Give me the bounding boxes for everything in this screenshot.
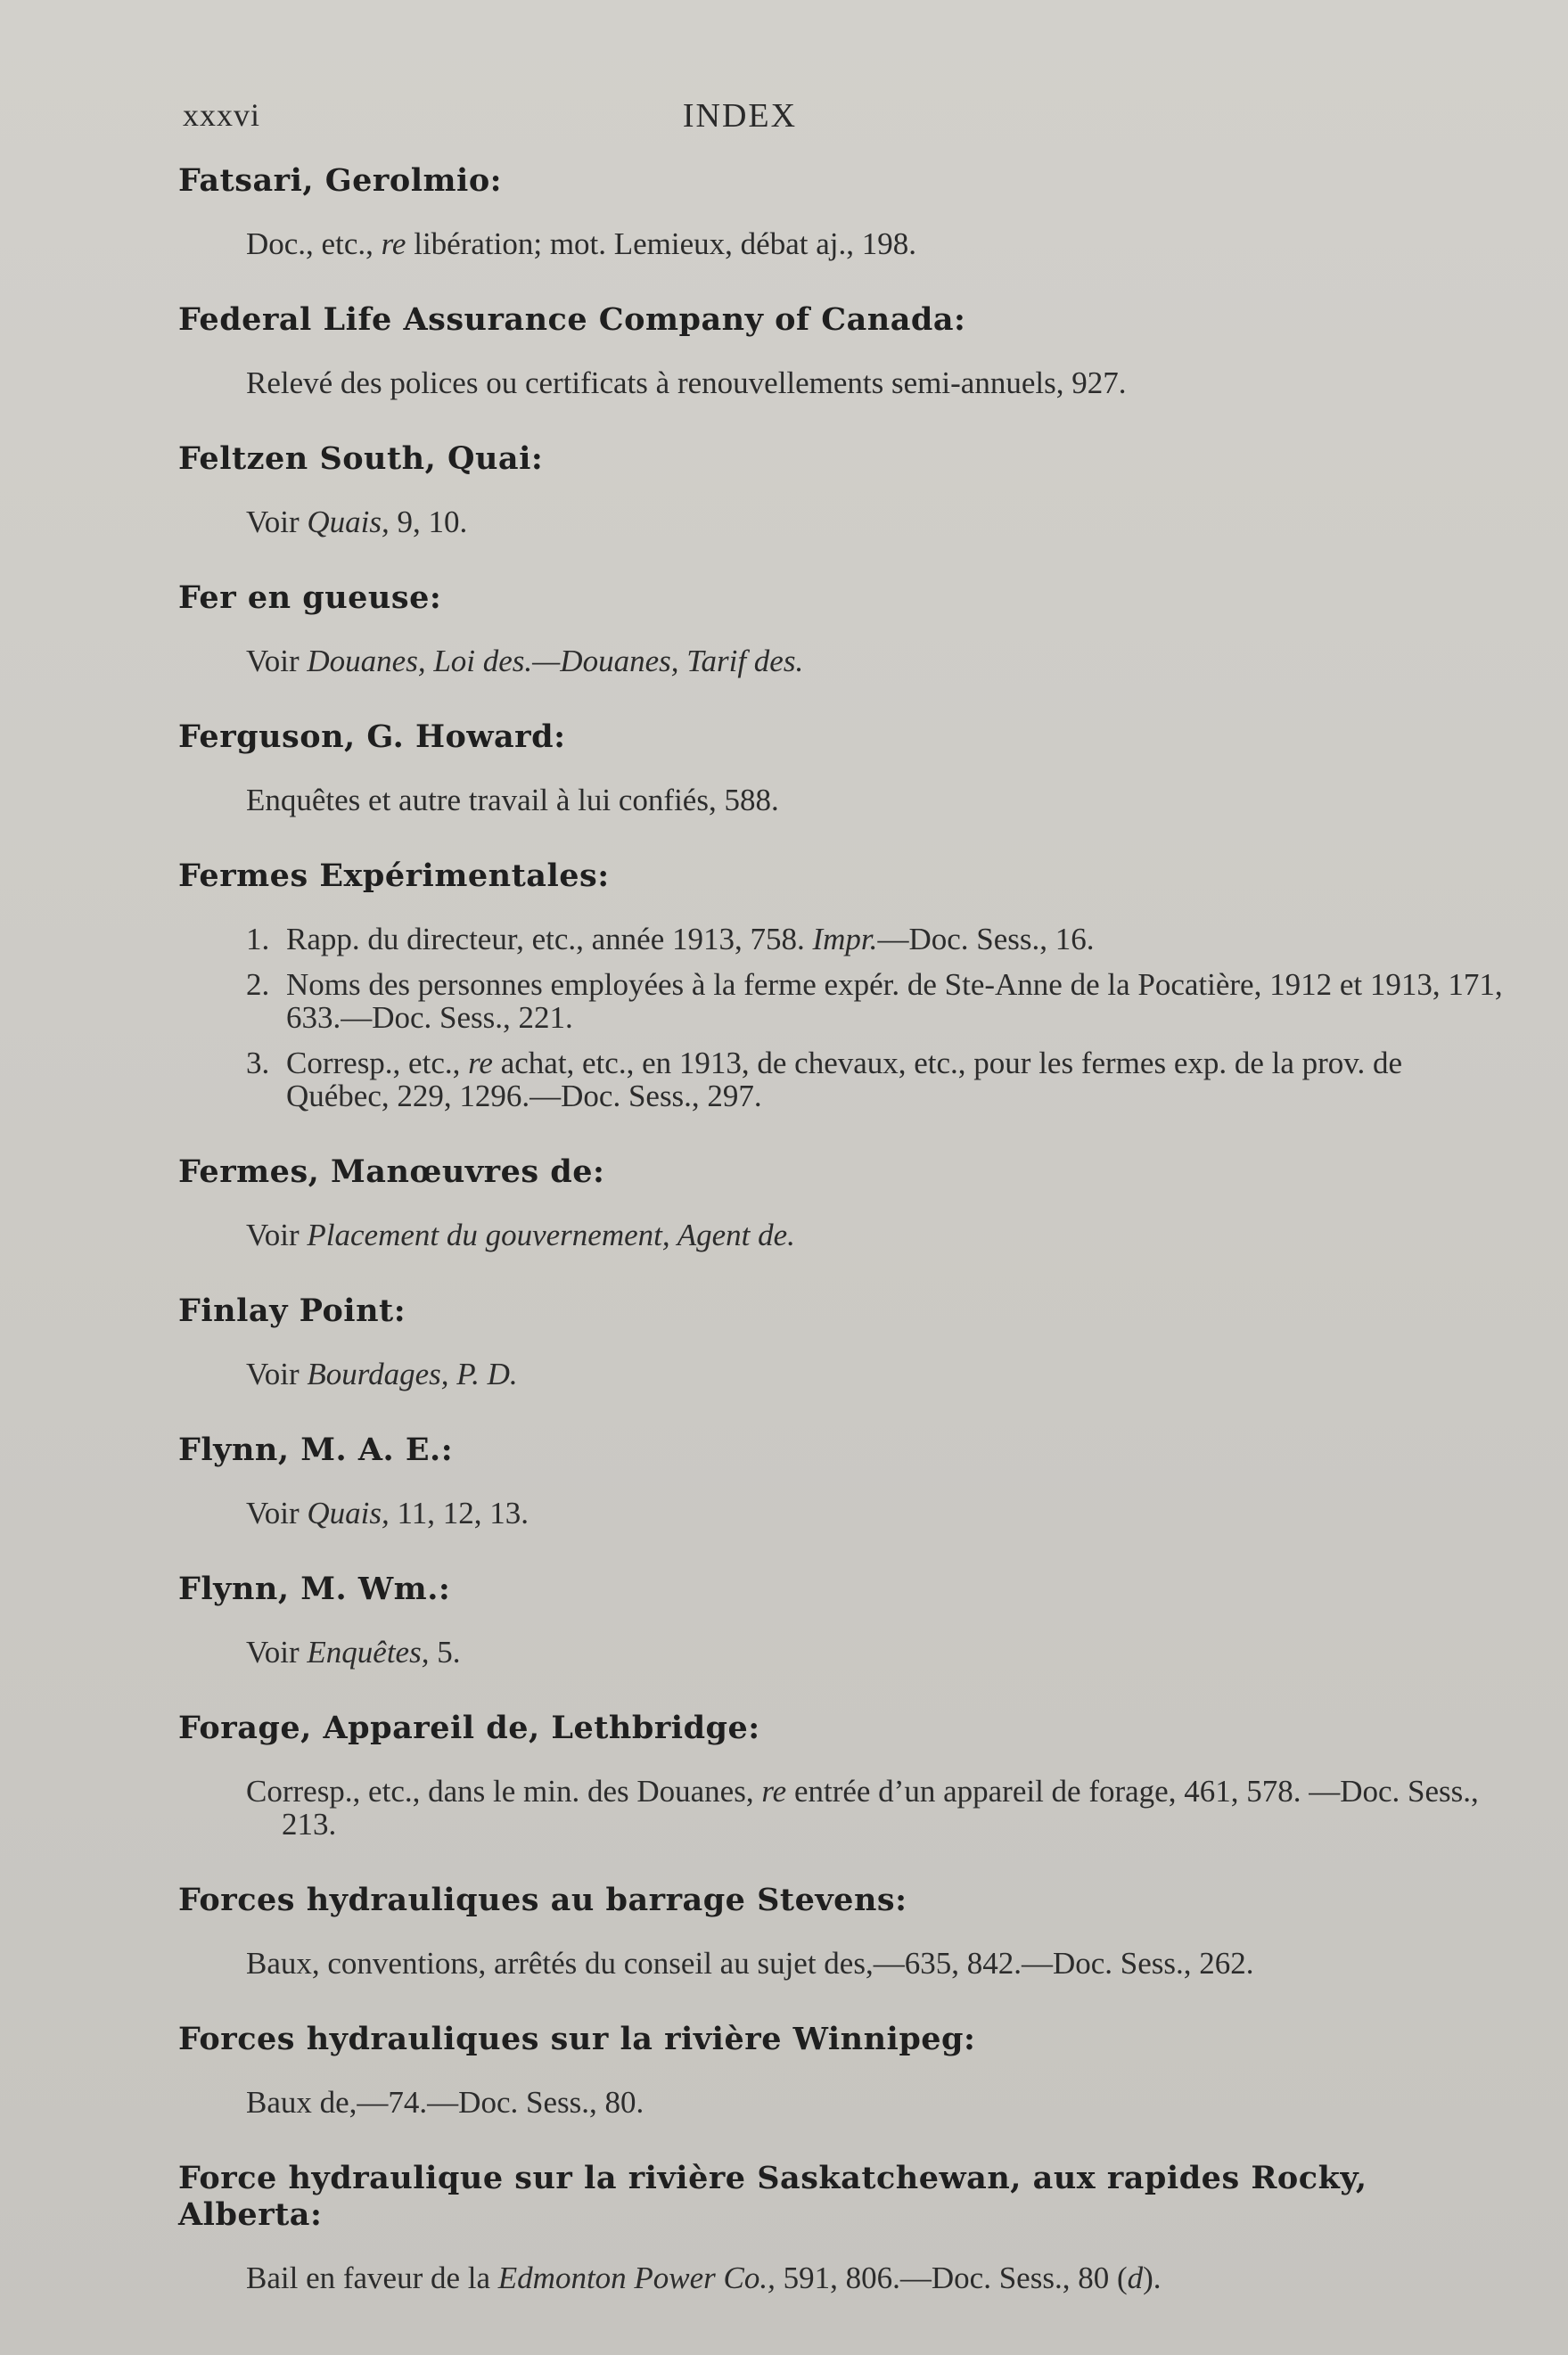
entry-heading: Feltzen South, Quai: [178, 440, 544, 477]
subentry: Voir Bourdages, P. D. [246, 1357, 518, 1391]
entry-heading: Federal Life Assurance Company of Canada: [178, 301, 966, 338]
index-entry [178, 301, 1506, 399]
subentry: Baux de,—74.—Doc. Sess., 80. [246, 2085, 644, 2120]
index-entry [178, 1292, 1506, 1391]
entry-heading: Fermes, Manœuvres de: [178, 1153, 605, 1190]
index-entry [178, 1153, 1506, 1251]
page-number: xxxvi [183, 97, 261, 133]
entry-heading: Fatsari, Gerolmio: [178, 162, 503, 199]
index-body [178, 162, 1506, 2335]
subentry: Baux, conventions, arrêtés du conseil au sujet des,—635, 842.—Doc. Sess., 262. [246, 1946, 1254, 1981]
subentry: Voir Quais, 9, 10. [246, 505, 468, 539]
subentry: Bail en faveur de la Edmonton Power Co., 591, 806.—Doc. Sess., 80 (d). [246, 2261, 1162, 2295]
subentry: Voir Enquêtes, 5. [246, 1635, 461, 1670]
entry-heading: Finlay Point: [178, 1292, 406, 1329]
numbered-subentry: 1. Rapp. du directeur, etc., année 1913, 758. Impr.—Doc. Sess., 16. [246, 922, 1095, 956]
index-entry [178, 162, 1506, 260]
subentry: Voir Placement du gouvernement, Agent de. [246, 1218, 795, 1252]
index-entry [178, 1432, 1506, 1530]
entry-heading: Ferguson, G. Howard: [178, 718, 566, 755]
index-entry [178, 579, 1506, 677]
entry-heading: Fermes Expérimentales: [178, 857, 610, 894]
entry-heading: Forage, Appareil de, Lethbridge: [178, 1710, 760, 1746]
subentry: Corresp., etc., dans le min. des Douanes, re entrée d’un appareil de forage, 461, 578. —Doc. Sess., 213. [246, 1774, 1479, 1842]
running-head [183, 96, 1297, 141]
entry-heading: Flynn, M. A. E.: [178, 1432, 454, 1468]
index-entry [178, 2160, 1506, 2294]
index-entry [178, 1710, 1506, 1841]
index-entry [178, 440, 1506, 538]
index-entry [178, 857, 1506, 1112]
index-entry [178, 1882, 1506, 1980]
subentry: Voir Douanes, Loi des.—Douanes, Tarif des. [246, 644, 804, 678]
entry-heading: Forces hydrauliques au barrage Stevens: [178, 1882, 907, 1918]
subentry: Voir Quais, 11, 12, 13. [246, 1496, 529, 1530]
numbered-subentry: 3. Corresp., etc., re achat, etc., en 1913, de chevaux, etc., pour les fermes exp. de la prov. de Québec, 229, 1296.—Doc. Sess., 297. [246, 1046, 1403, 1113]
entry-heading: Forces hydrauliques sur la rivière Winnipeg: [178, 2021, 976, 2057]
subentry: Relevé des polices ou certificats à renouvellements semi-annuels, 927. [246, 365, 1127, 400]
subentry: Doc., etc., re libération; mot. Lemieux, débat aj., 198. [246, 226, 916, 261]
index-entry [178, 2021, 1506, 2119]
index-entry [178, 1571, 1506, 1669]
entry-heading: Flynn, M. Wm.: [178, 1571, 451, 1607]
page-title: INDEX [682, 97, 798, 135]
entry-heading: Force hydraulique sur la rivière Saskatchewan, aux rapides Rocky, Alberta: [178, 2160, 1367, 2233]
numbered-subentry: 2. Noms des personnes employées à la ferme expér. de Ste-Anne de la Pocatière, 1912 et 1913, 171, 633.—Doc. Sess., 221. [246, 967, 1503, 1035]
subentry: Enquêtes et autre travail à lui confiés, 588. [246, 783, 779, 817]
entry-heading: Fer en gueuse: [178, 579, 442, 616]
index-entry [178, 718, 1506, 816]
